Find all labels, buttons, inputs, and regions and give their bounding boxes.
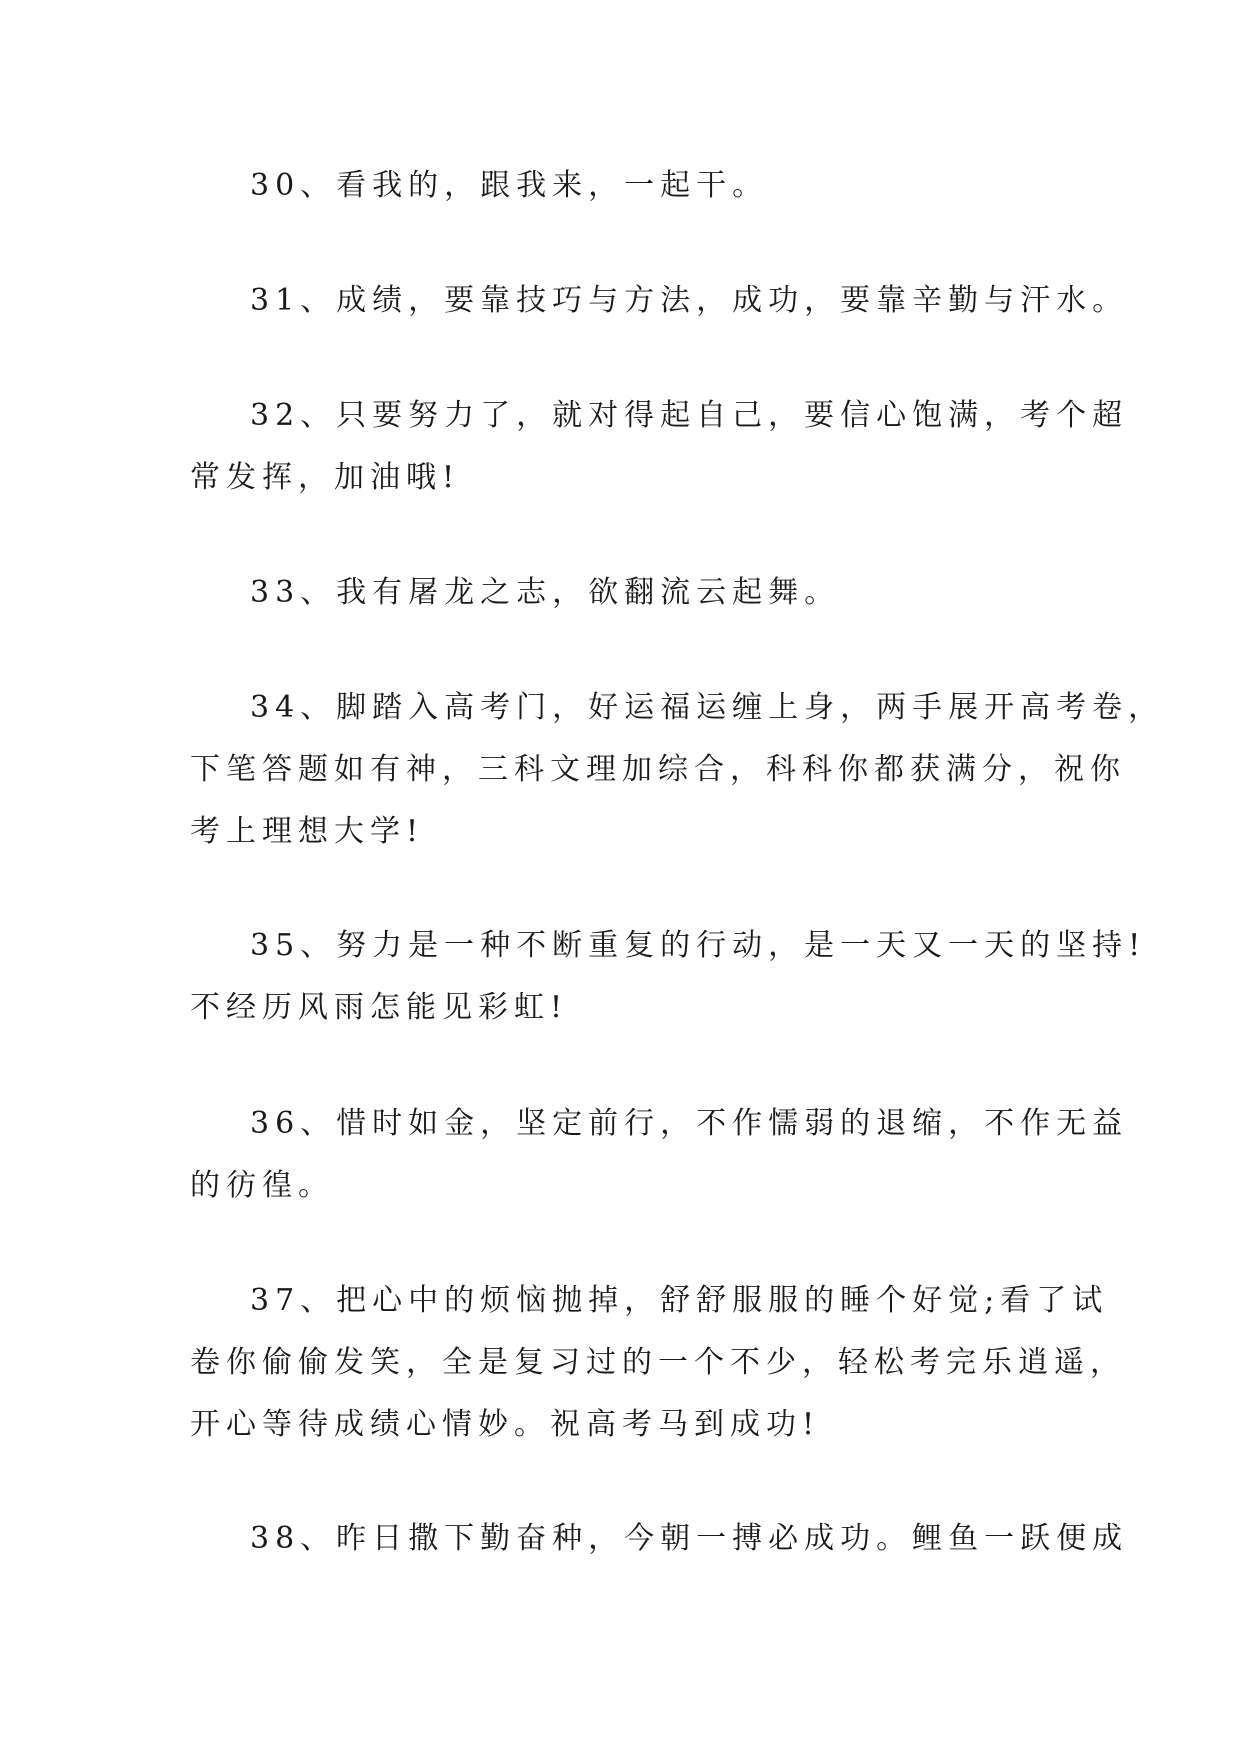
- paragraph-line: 33、我有屠龙之志，欲翻流云起舞。: [250, 575, 841, 610]
- paragraph-37: [190, 1270, 1126, 1456]
- paragraph-line: 31、成绩，要靠技巧与方法，成功，要靠辛勤与汗水。: [250, 283, 1129, 318]
- paragraph-line: 36、惜时如金，坚定前行，不作懦弱的退缩，不作无益: [250, 1106, 1129, 1141]
- paragraph-line: 下笔答题如有神，三科文理加综合，科科你都获满分，祝你: [190, 752, 1126, 787]
- paragraph-line: 32、只要努力了，就对得起自己，要信心饱满，考个超: [250, 398, 1129, 433]
- paragraph-line: 34、脚踏入高考门，好运福运缠上身，两手展开高考卷，: [250, 690, 1165, 725]
- paragraph-line: 开心等待成绩心情妙。祝高考马到成功!: [190, 1407, 821, 1442]
- paragraph-line: 37、把心中的烦恼抛掉，舒舒服服的睡个好觉;看了试: [250, 1283, 1109, 1318]
- paragraph-32: [190, 385, 1129, 509]
- paragraph-line: 38、昨日撒下勤奋种，今朝一搏必成功。鲤鱼一跃便成: [250, 1521, 1129, 1556]
- paragraph-31: [190, 270, 1129, 332]
- paragraph-line: 考上理想大学!: [190, 814, 425, 849]
- paragraph-line: 35、努力是一种不断重复的行动，是一天又一天的坚持!: [250, 928, 1147, 963]
- paragraph-38: [190, 1508, 1129, 1570]
- paragraph-line: 30、看我的，跟我来，一起干。: [250, 168, 769, 203]
- paragraph-33: [190, 562, 1050, 624]
- paragraph-line: 常发挥，加油哦!: [190, 460, 461, 495]
- paragraph-line: 卷你偷偷发笑，全是复习过的一个不少，轻松考完乐逍遥，: [190, 1345, 1126, 1380]
- paragraph-34: [190, 677, 1165, 863]
- paragraph-30: [190, 155, 1050, 217]
- paragraph-36: [190, 1093, 1129, 1217]
- paragraph-line: 的彷徨。: [190, 1168, 334, 1203]
- paragraph-line: 不经历风雨怎能见彩虹!: [190, 990, 569, 1025]
- paragraph-35: [190, 915, 1147, 1039]
